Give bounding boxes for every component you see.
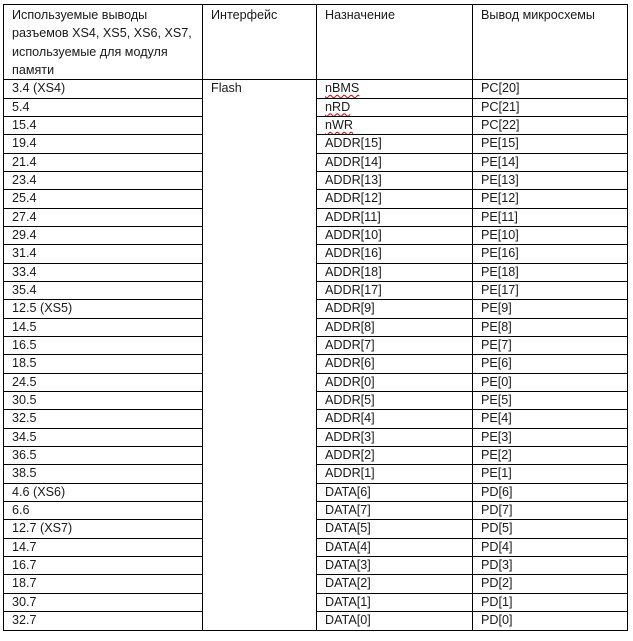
cell-connector-pin: 18.7 [4, 575, 203, 593]
cell-connector-pin: 14.5 [4, 318, 203, 336]
purpose-text: ADDR[18] [325, 264, 382, 279]
cell-purpose [317, 428, 473, 446]
cell-chip-pin: PE[6] [473, 355, 628, 373]
cell-connector-pin: 6.6 [4, 502, 203, 520]
cell-chip-pin: PD[0] [473, 612, 628, 630]
cell-purpose [317, 502, 473, 520]
purpose-text: ADDR[15] [325, 136, 382, 151]
cell-connector-pin: 14.7 [4, 538, 203, 556]
cell-purpose [317, 593, 473, 611]
cell-connector-pin: 24.5 [4, 373, 203, 391]
cell-purpose [317, 98, 473, 116]
cell-chip-pin: PC[22] [473, 116, 628, 134]
cell-chip-pin: PD[5] [473, 520, 628, 538]
cell-purpose [317, 318, 473, 336]
purpose-text: nBMS [325, 81, 360, 96]
cell-purpose [317, 153, 473, 171]
cell-chip-pin: PD[7] [473, 502, 628, 520]
cell-purpose [317, 80, 473, 98]
cell-connector-pin: 16.7 [4, 557, 203, 575]
cell-purpose [317, 447, 473, 465]
cell-chip-pin: PE[7] [473, 337, 628, 355]
cell-chip-pin: PE[9] [473, 300, 628, 318]
cell-chip-pin: PE[4] [473, 410, 628, 428]
cell-chip-pin: PC[21] [473, 98, 628, 116]
cell-connector-pin: 18.5 [4, 355, 203, 373]
purpose-text: DATA[7] [325, 503, 371, 518]
purpose-text: DATA[6] [325, 484, 371, 499]
cell-chip-pin: PD[2] [473, 575, 628, 593]
cell-purpose [317, 410, 473, 428]
cell-purpose [317, 116, 473, 134]
cell-purpose [317, 392, 473, 410]
purpose-text: ADDR[2] [325, 448, 375, 463]
cell-chip-pin: PE[16] [473, 245, 628, 263]
cell-chip-pin: PE[15] [473, 135, 628, 153]
cell-chip-pin: PE[3] [473, 428, 628, 446]
purpose-text: ADDR[10] [325, 227, 382, 242]
cell-chip-pin: PD[3] [473, 557, 628, 575]
cell-connector-pin: 31.4 [4, 245, 203, 263]
purpose-text: ADDR[7] [325, 338, 375, 352]
purpose-text: ADDR[11] [325, 209, 381, 224]
cell-purpose [317, 575, 473, 593]
table-row [4, 80, 628, 98]
cell-connector-pin: 35.4 [4, 281, 203, 299]
cell-purpose [317, 465, 473, 483]
cell-chip-pin: PE[8] [473, 318, 628, 336]
purpose-text: ADDR[8] [325, 319, 375, 334]
cell-connector-pin: 15.4 [4, 116, 203, 134]
cell-chip-pin: PC[20] [473, 80, 628, 98]
cell-chip-pin: PE[5] [473, 392, 628, 410]
cell-purpose [317, 538, 473, 556]
cell-chip-pin: PD[6] [473, 483, 628, 501]
cell-connector-pin: 38.5 [4, 465, 203, 483]
cell-connector-pin: 25.4 [4, 190, 203, 208]
cell-interface: Flash [203, 80, 317, 630]
purpose-text: ADDR[1] [325, 466, 375, 481]
purpose-text: nWR [325, 117, 353, 132]
cell-purpose [317, 373, 473, 391]
cell-purpose [317, 208, 473, 226]
purpose-text: DATA[0] [325, 613, 371, 628]
cell-connector-pin: 30.7 [4, 593, 203, 611]
cell-purpose [317, 483, 473, 501]
cell-connector-pin: 36.5 [4, 447, 203, 465]
cell-chip-pin: PE[12] [473, 190, 628, 208]
cell-connector-pin: 12.7 (XS7) [4, 520, 203, 538]
cell-connector-pin: 19.4 [4, 135, 203, 153]
cell-chip-pin: PD[4] [473, 538, 628, 556]
cell-purpose [317, 337, 473, 355]
purpose-text: nRD [325, 99, 351, 114]
cell-connector-pin: 3.4 (XS4) [4, 80, 203, 98]
purpose-text: DATA[2] [325, 576, 371, 591]
header-interface: Интерфейс [203, 5, 317, 80]
cell-connector-pin: 33.4 [4, 263, 203, 281]
cell-connector-pin: 12.5 (XS5) [4, 300, 203, 318]
cell-purpose [317, 226, 473, 244]
cell-connector-pin: 16.5 [4, 337, 203, 355]
cell-purpose [317, 557, 473, 575]
header-connector-pins: Используемые выводы разъемов XS4, XS5, XS6, XS7, используемые для модуля памяти [4, 5, 203, 80]
cell-purpose [317, 245, 473, 263]
purpose-text: ADDR[6] [325, 356, 375, 371]
cell-purpose [317, 171, 473, 189]
cell-connector-pin: 21.4 [4, 153, 203, 171]
cell-chip-pin: PE[14] [473, 153, 628, 171]
purpose-text: ADDR[0] [325, 374, 375, 389]
purpose-text: ADDR[13] [325, 172, 382, 187]
cell-connector-pin: 23.4 [4, 171, 203, 189]
purpose-text: ADDR[14] [325, 154, 382, 169]
cell-connector-pin: 4.6 (XS6) [4, 483, 203, 501]
purpose-text: ADDR[4] [325, 411, 375, 426]
cell-connector-pin: 5.4 [4, 98, 203, 116]
purpose-text: DATA[1] [325, 594, 371, 609]
cell-chip-pin: PE[0] [473, 373, 628, 391]
cell-purpose [317, 612, 473, 630]
cell-chip-pin: PE[10] [473, 226, 628, 244]
cell-purpose [317, 355, 473, 373]
purpose-text: ADDR[16] [325, 246, 382, 261]
purpose-text: DATA[4] [325, 539, 371, 554]
purpose-text: ADDR[3] [325, 429, 375, 444]
purpose-text: ADDR[9] [325, 301, 375, 316]
cell-connector-pin: 29.4 [4, 226, 203, 244]
purpose-text: ADDR[12] [325, 191, 382, 206]
pin-mapping-table [3, 4, 628, 631]
purpose-text: ADDR[17] [325, 282, 382, 297]
purpose-text: DATA[5] [325, 521, 371, 536]
cell-purpose [317, 300, 473, 318]
cell-connector-pin: 27.4 [4, 208, 203, 226]
cell-chip-pin: PD[1] [473, 593, 628, 611]
cell-purpose [317, 281, 473, 299]
cell-chip-pin: PE[13] [473, 171, 628, 189]
header-purpose: Назначение [317, 5, 473, 80]
cell-purpose [317, 135, 473, 153]
purpose-text: ADDR[5] [325, 393, 375, 408]
cell-chip-pin: PE[18] [473, 263, 628, 281]
header-chip-pin: Вывод микросхемы [473, 5, 628, 80]
cell-connector-pin: 32.7 [4, 612, 203, 630]
cell-connector-pin: 32.5 [4, 410, 203, 428]
cell-chip-pin: PE[11] [473, 208, 628, 226]
purpose-text: DATA[3] [325, 558, 371, 573]
cell-purpose [317, 263, 473, 281]
cell-chip-pin: PE[17] [473, 281, 628, 299]
cell-connector-pin: 30.5 [4, 392, 203, 410]
table-body [4, 80, 628, 630]
cell-purpose [317, 190, 473, 208]
cell-purpose [317, 520, 473, 538]
cell-chip-pin: PE[2] [473, 447, 628, 465]
cell-chip-pin: PE[1] [473, 465, 628, 483]
cell-connector-pin: 34.5 [4, 428, 203, 446]
table-header-row [4, 5, 628, 80]
